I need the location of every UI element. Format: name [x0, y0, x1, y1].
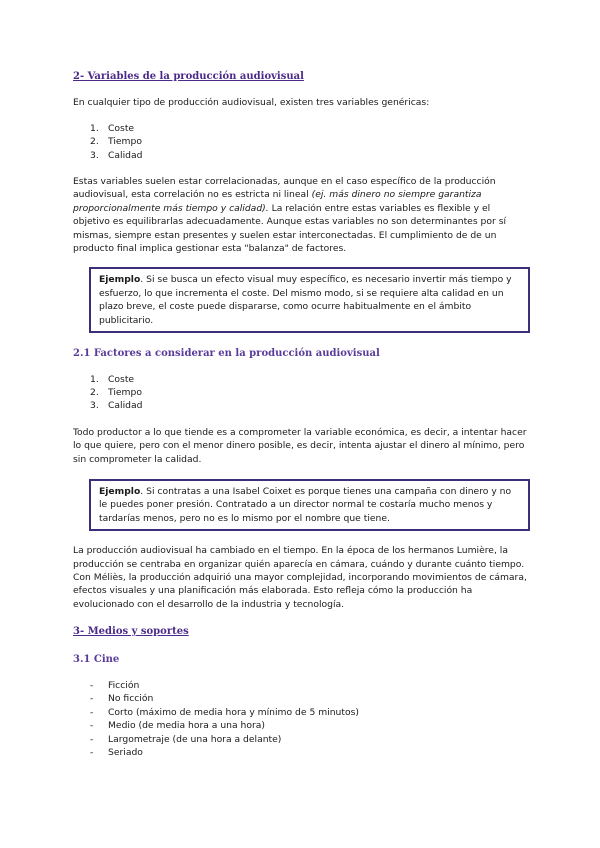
- list-item: [90, 135, 528, 148]
- example-box-1: [89, 267, 530, 333]
- list-item: [90, 373, 528, 386]
- list-item-text: Corto (máximo de media hora y mínimo de 5 minutos): [108, 706, 359, 718]
- list-item: [90, 706, 528, 719]
- list-item-text: Coste: [108, 122, 135, 134]
- list-item-text: Seriado: [108, 747, 143, 759]
- list-item-text: Ficción: [108, 680, 140, 691]
- list-item-text: No ficción: [108, 693, 154, 705]
- example-text: . Si contratas a una Isabel Coixet es porque tienes una campaña con dinero y no le puedes poner presión. Contratado a un director normal te costaría mucho menos y tardarías menos, pero no es lo mismo por el nombre que tiene.: [99, 485, 512, 524]
- example-label: Ejemplo: [99, 274, 141, 286]
- list-item: [90, 692, 528, 705]
- list-item-text: Tiempo: [108, 136, 142, 148]
- section-2-paragraph: [73, 175, 528, 255]
- section-2-1-factors-list: [73, 373, 528, 413]
- list-item-text: Largometraje (de una hora a delante): [108, 733, 282, 745]
- list-item-text: Medio (de media hora a una hora): [108, 720, 265, 732]
- list-dash: -: [90, 733, 94, 745]
- section-2-1-heading: 2.1 Factores a considerar en la producción audiovisual: [73, 348, 380, 360]
- list-number: 1.: [90, 122, 99, 134]
- section-2-1-paragraph-2: La producción audiovisual ha cambiado en el tiempo. En la época de los hermanos Lumière, la producción se centraba en organizar quién aparecía en cámara, cuándo y durante cuánto tiempo. Con Méliès, la producción adquirió una mayor complejidad, incorporando movimientos de cámara, efectos visuales y una planificación más elaborada. Esto refleja cómo la producción ha evolucionado con el desarrollo de la industria y tecnología.: [73, 545, 527, 610]
- list-item: [90, 719, 528, 732]
- section-2-intro: En cualquier tipo de producción audiovisual, existen tres variables genéricas:: [73, 97, 430, 109]
- list-item-text: Calidad: [108, 149, 143, 161]
- list-number: 2.: [90, 386, 99, 398]
- section-2-1-paragraph: Todo productor a lo que tiende es a comprometer la variable económica, es decir, a intentar hacer lo que quiere, pero con el menor dinero posible, es decir, intenta ajustar el dinero al mínimo, pero sin comprometer la calidad.: [73, 426, 527, 465]
- example-label: Ejemplo: [99, 485, 141, 497]
- list-number: 2.: [90, 136, 99, 148]
- list-dash: -: [90, 693, 94, 705]
- list-dash: -: [90, 680, 94, 691]
- list-number: 3.: [90, 149, 99, 161]
- section-2-variables-list: [73, 122, 528, 162]
- list-dash: -: [90, 720, 94, 732]
- list-item: [90, 399, 528, 412]
- list-number: 1.: [90, 373, 99, 385]
- list-item: [90, 733, 528, 746]
- section-2-heading: 2- Variables de la producción audiovisual: [73, 71, 304, 82]
- list-dash: -: [90, 706, 94, 718]
- section-3-1-cine-list: [73, 679, 528, 759]
- list-item-text: Calidad: [108, 400, 143, 412]
- list-item: [90, 386, 528, 399]
- example-text: . Si se busca un efecto visual muy específico, es necesario invertir más tiempo y esfuerzo, lo que incrementa el coste. Del mismo modo, si se requiere alta calidad en un plazo breve, el coste puede dispararse, como ocurre habitualmente en el ámbito publicitario.: [99, 274, 512, 326]
- section-3-1-heading: 3.1 Cine: [73, 653, 120, 665]
- list-item: [90, 679, 528, 692]
- section-3-heading: 3- Medios y soportes: [73, 626, 189, 638]
- paragraph-text: Estas variables suelen estar correlacionadas, aunque en el caso específico de la producción audiovisual, esta correlación no es estricta ni lineal: [73, 176, 496, 201]
- list-dash: -: [90, 747, 94, 759]
- paragraph-text: La relación entre estas variables es flexible y el objetivo es equilibrarlas adecuadamente. Aunque estas variables no son determinantes por sí mismas, siempre estan presentes y suelen estar interconectadas. El cumplimiento de de un producto final implica gestionar esta "balanza" de factores.: [73, 202, 507, 255]
- list-number: 3.: [90, 400, 99, 412]
- list-item: [90, 122, 528, 135]
- paragraph-italic-text: (ej. más dinero no siempre garantiza proporcionalmente más tiempo y calidad).: [73, 189, 482, 214]
- document-page: [73, 70, 528, 759]
- list-item-text: Tiempo: [108, 386, 142, 398]
- list-item: [90, 746, 528, 759]
- list-item: [90, 149, 528, 162]
- list-item-text: Coste: [108, 373, 135, 385]
- example-box-2: [89, 479, 530, 531]
